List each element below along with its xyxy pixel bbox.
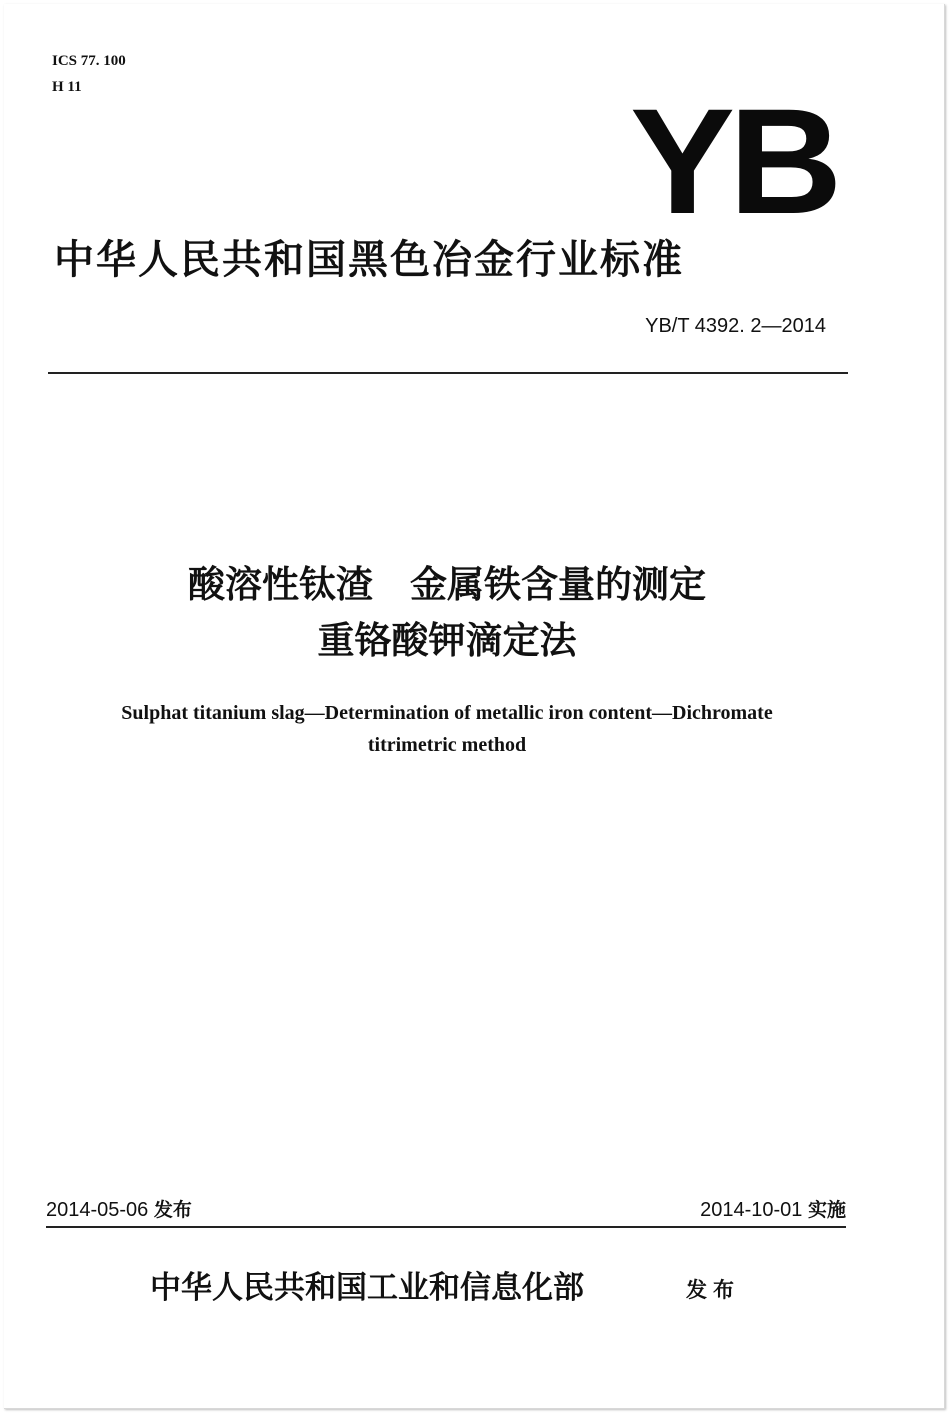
yb-logo: YB [630, 77, 837, 245]
english-title-line-1: Sulphat titanium slag—Determination of metallic iron content—Dichromate [121, 702, 773, 724]
ccs-code: H 11 [52, 79, 82, 95]
bottom-divider [46, 1226, 846, 1228]
chinese-title-line-1: 酸溶性钛渣 金属铁含量的测定 [188, 563, 706, 606]
publisher-name: 中华人民共和国工业和信息化部 [150, 1270, 584, 1306]
implementation-label: 实施 [807, 1199, 846, 1221]
classification-codes [52, 48, 126, 100]
industry-standard-title: 中华人民共和国黑色冶金行业标准 [54, 237, 684, 283]
english-title-line-2: titrimetric method [367, 734, 527, 756]
implementation-date-block [700, 1196, 846, 1224]
implementation-date: 2014-10-01 [700, 1199, 803, 1221]
issue-date: 2014-05-06 [46, 1199, 149, 1221]
chinese-title-line-2: 重铬酸钾滴定法 [317, 619, 577, 662]
ics-code: ICS 77. 100 [52, 53, 126, 69]
issue-label: 发布 [153, 1199, 192, 1221]
issue-date-block [46, 1196, 192, 1224]
publisher-label: 发布 [686, 1277, 740, 1302]
top-divider [48, 372, 848, 374]
standard-number: YB/T 4392. 2—2014 [645, 315, 826, 337]
